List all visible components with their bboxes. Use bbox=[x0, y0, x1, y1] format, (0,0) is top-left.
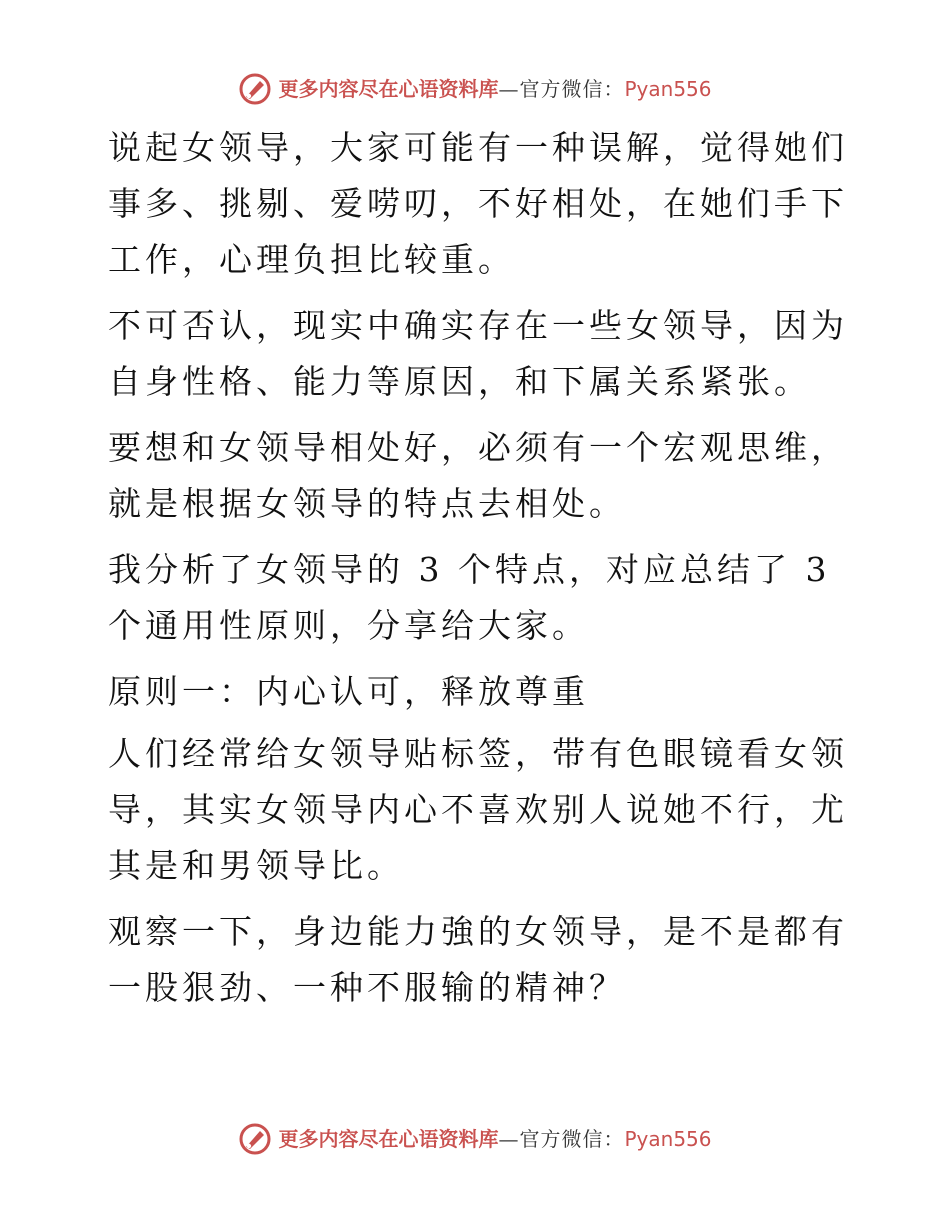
paragraph-analysis: 我分析了女领导的 3 个特点，对应总结了 3 个通用性原则，分享给大家。 bbox=[108, 550, 831, 645]
pen-nib-logo-icon bbox=[238, 72, 272, 106]
paragraph-intro: 说起女领导，大家可能有一种误解，觉得她们事多、挑剔、爱唠叨，不好相处，在她们手下工作，心理负担比较重。 bbox=[108, 128, 848, 279]
document-body bbox=[96, 120, 866, 1026]
paragraph-thinking: 要想和女领导相处好，必须有一个宏观思维，就是根据女领导的特点去相处。 bbox=[108, 428, 848, 523]
watermark-brand: 更多内容尽在心语资料库 bbox=[278, 1127, 499, 1151]
watermark-wechat-id: Pyan556 bbox=[624, 77, 712, 101]
paragraph-labels: 人们经常给女领导贴标签，带有色眼镜看女领导，其实女领导内心不喜欢别人说她不行，尤其是和男领导比。 bbox=[108, 734, 848, 885]
header-watermark bbox=[0, 72, 950, 106]
watermark-wechat-label: 官方微信： bbox=[519, 1127, 625, 1151]
paragraph-admit: 不可否认，现实中确实存在一些女领导，因为自身性格、能力等原因，和下属关系紧张。 bbox=[108, 306, 848, 401]
watermark-wechat-id: Pyan556 bbox=[624, 1127, 712, 1151]
watermark-wechat-label: 官方微信： bbox=[519, 77, 625, 101]
footer-watermark bbox=[0, 1122, 950, 1156]
principle-one-heading: 原则一：内心认可，释放尊重 bbox=[108, 672, 589, 711]
watermark-brand: 更多内容尽在心语资料库 bbox=[278, 77, 499, 101]
watermark-dash: — bbox=[498, 1127, 520, 1151]
paragraph-observe: 观察一下，身边能力強的女领导，是不是都有一股狠劲、一种不服输的精神？ bbox=[108, 912, 848, 1007]
watermark-dash: — bbox=[498, 77, 520, 101]
pen-nib-logo-icon bbox=[238, 1122, 272, 1156]
